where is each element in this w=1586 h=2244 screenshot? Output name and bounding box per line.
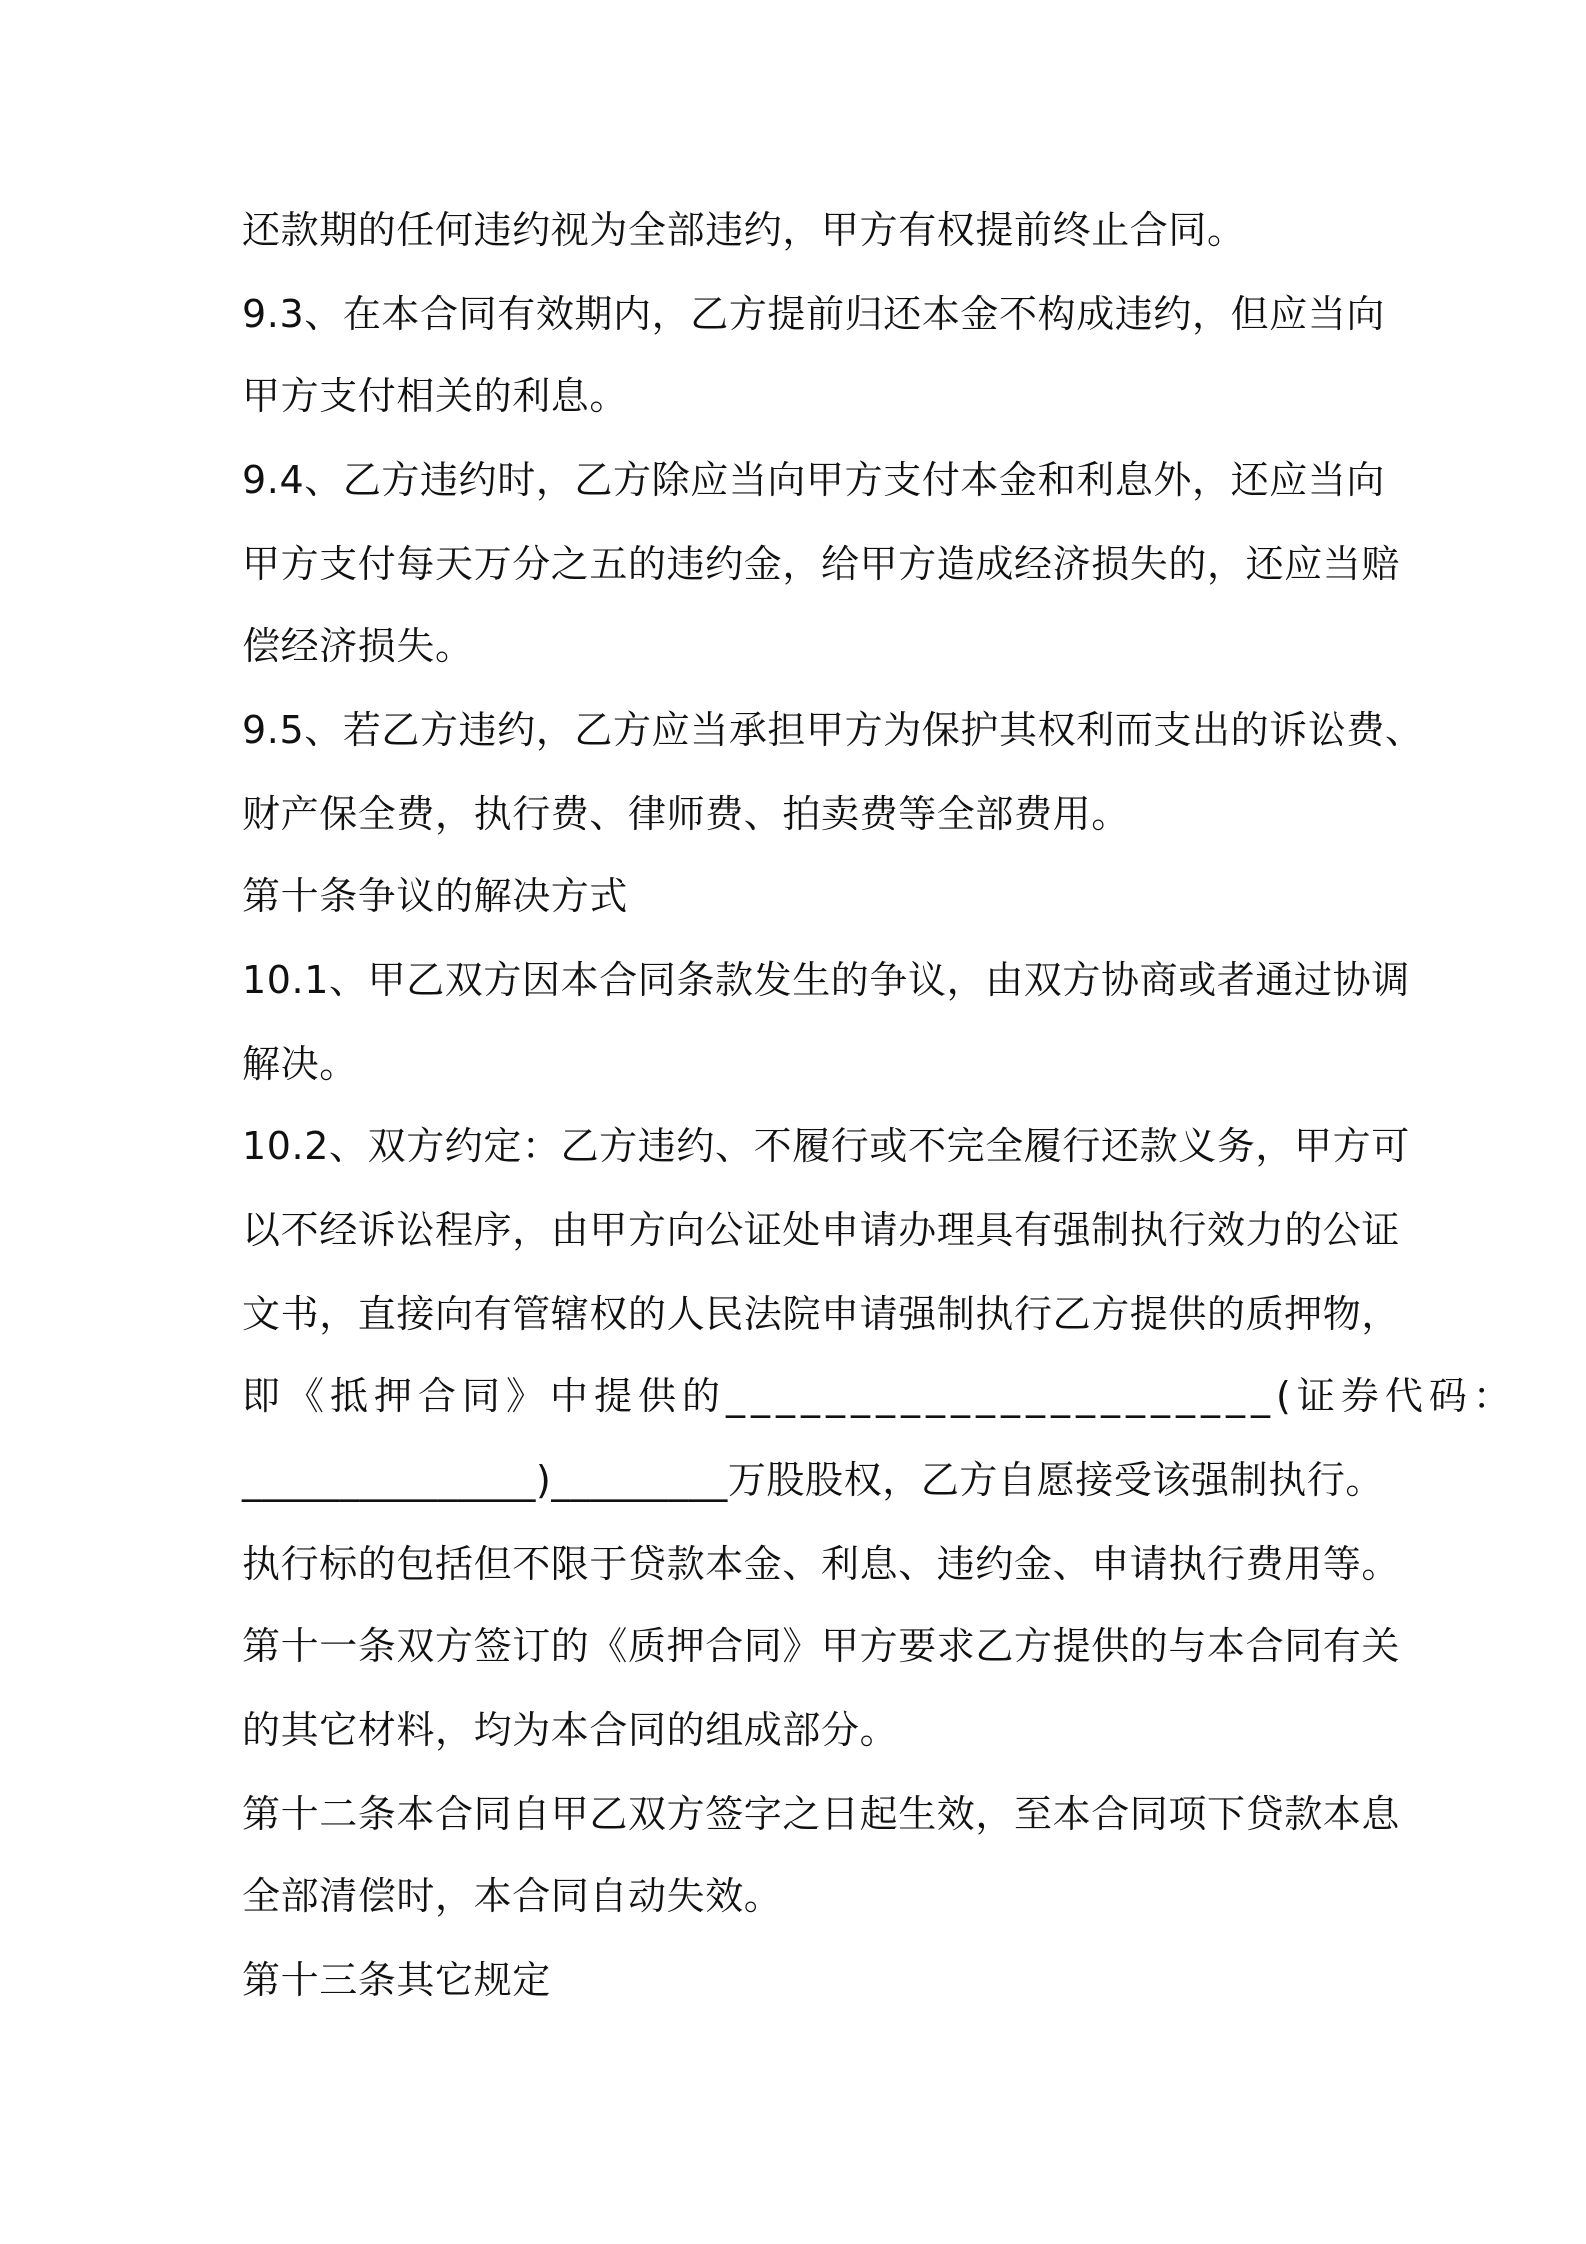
text-line: 10.1、甲乙双方因本合同条款发生的争议，由双方协商或者通过协调 [242,958,1410,1002]
text-line: 以不经诉讼程序，由甲方向公证处申请办理具有强制执行效力的公证 [242,1208,1401,1252]
section-heading: 第十条争议的解决方式 [242,874,629,918]
text-line: 解决。 [242,1042,358,1086]
text-line: 10.2、双方约定：乙方违约、不履行或不完全履行还款义务，甲方可 [242,1124,1410,1168]
text-line: 9.5、若乙方违约，乙方应当承担甲方为保护其权利而支出的诉讼费、 [242,708,1424,752]
text-line: 执行标的包括但不限于贷款本金、利息、违约金、申请执行费用等。 [242,1542,1401,1586]
text-line: 9.3、在本合同有效期内，乙方提前归还本金不构成违约，但应当向 [242,292,1386,336]
text-line-with-blank: 即《抵押合同》中提供的______________________(证券代码： [242,1374,1517,1418]
text-line: 的其它材料，均为本合同的组成部分。 [242,1708,899,1752]
text-line: 偿经济损失。 [242,624,474,668]
section-heading: 第十一条双方签订的《质押合同》甲方要求乙方提供的与本合同有关 [242,1624,1401,1668]
text-line: 9.4、乙方违约时，乙方除应当向甲方支付本金和利息外，还应当向 [242,458,1386,502]
text-line: 财产保全费，执行费、律师费、拍卖费等全部费用。 [242,792,1130,836]
text-line: 甲方支付每天万分之五的违约金，给甲方造成经济损失的，还应当赔 [242,542,1401,586]
text-line: 还款期的任何违约视为全部违约，甲方有权提前终止合同。 [242,208,1246,252]
text-line: 文书，直接向有管辖权的人民法院申请强制执行乙方提供的质押物， [242,1292,1401,1336]
section-heading: 第十二条本合同自甲乙双方签字之日起生效，至本合同项下贷款本息 [242,1792,1401,1836]
section-heading: 第十三条其它规定 [242,1958,551,2002]
text-line: 甲方支付相关的利息。 [242,374,629,418]
text-line-with-blank: _______________)_________万股股权，乙方自愿接受该强制执行。 [242,1458,1385,1502]
text-line: 全部清偿时，本合同自动失效。 [242,1874,783,1918]
